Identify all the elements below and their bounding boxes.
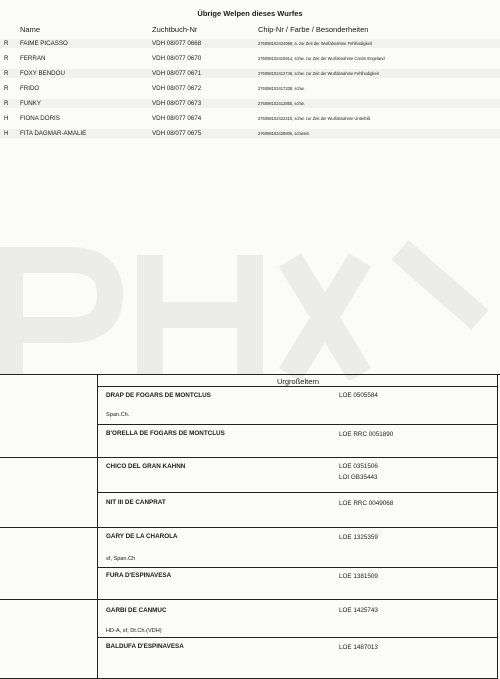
great-grandparent-name: DRAP DE FOGARS DE MONTCLUS [106, 392, 211, 399]
name-cell: FITA DAGMAR-AMALIE [20, 130, 87, 137]
great-grandparent-title: HD-A, sf, Dt.Ch.(VDH) [106, 628, 162, 634]
name-cell: FRIDO [20, 85, 40, 92]
sex-cell: R [4, 55, 9, 62]
registration-cell: VDH 08/077 0673 [152, 100, 202, 107]
great-grandparent-name: GARBI DE CANMUC [106, 607, 167, 614]
page-title: Übrige Welpen dieses Wurfes [197, 9, 303, 18]
name-cell: FERRAN [20, 55, 46, 62]
registration-cell: VDH 08/077 0674 [152, 115, 202, 122]
pedigree-header: Urgroßeltern [276, 377, 320, 386]
name-cell: FAIME PICASSO [20, 40, 68, 47]
name-cell: FUNKY [20, 100, 41, 107]
chip-cell: 276098102417338, schw. [258, 86, 305, 91]
great-grandparent-registration: LOE 0351506 [339, 463, 378, 470]
name-cell: FIONA DORIS [20, 115, 60, 122]
great-grandparent-registration: LOE RRC 0051890 [339, 431, 394, 438]
registration-cell: VDH 08/077 0675 [152, 130, 202, 137]
great-grandparent-registration-secondary: LOI GB35443 [339, 474, 378, 481]
chip-cell: 276098102422210, schw. zur Zeit der Wurfabnahme Unterbiß [258, 116, 371, 121]
great-grandparent-registration: LOE 1325359 [339, 534, 378, 541]
registration-cell: VDH 08/077 0670 [152, 55, 202, 62]
name-cell: FOXY BENDOU [20, 70, 65, 77]
registration-cell: VDH 08/077 0671 [152, 70, 202, 77]
table-row [0, 38, 500, 50]
column-header-name: Name [20, 25, 41, 34]
table-row [0, 83, 500, 95]
registration-cell: VDH 08/077 0672 [152, 85, 202, 92]
great-grandparent-name: NIT III DE CANPRAT [106, 499, 166, 506]
column-header-chip: Chip-Nr / Farbe / Besonderheiten [258, 25, 369, 34]
great-grandparent-title: sf, Span.Ch [106, 556, 136, 562]
great-grandparent-registration: LOE 1381509 [339, 573, 378, 580]
sex-cell: R [4, 85, 9, 92]
sex-cell: R [4, 70, 9, 77]
sex-cell: R [4, 100, 9, 107]
chip-cell: 276098102412855, schw. [258, 101, 305, 106]
great-grandparent-name: BALDUFA D'ESPINAVESA [106, 643, 184, 650]
chip-cell: 276098102428806, schwein [258, 131, 310, 136]
watermark-graphic [0, 240, 500, 380]
sex-cell: H [4, 130, 9, 137]
chip-cell: 276098102424959, a. zur Zeit der Wurfabnahme Fehlhodigkeit [258, 41, 372, 46]
great-grandparent-name: CHICO DEL GRAN KAHNN [106, 463, 186, 470]
table-row [0, 98, 500, 110]
chip-cell: 276098102412746, schw. zur Zeit der Wurfabnahme Fehlhodigkeit [258, 71, 379, 76]
great-grandparent-name: GARY DE LA CHAROLA [106, 533, 178, 540]
registration-cell: VDH 08/077 0668 [152, 40, 202, 47]
table-row [0, 128, 500, 140]
table-row [0, 113, 500, 125]
great-grandparent-registration: LOE 1487013 [339, 644, 378, 651]
great-grandparent-name: B'ORELLA DE FOGARS DE MONTCLUS [106, 430, 225, 437]
great-grandparent-registration: LOE 1425743 [339, 607, 378, 614]
great-grandparent-registration: LOE 0505584 [339, 392, 378, 399]
great-grandparent-name: FURA D'ESPINAVESA [106, 572, 172, 579]
column-header-registration: Zuchtbuch-Nr [152, 25, 198, 34]
chip-cell: 276098102415914, schw. zur Zeit der Wurfabnahme Canim Engeland [258, 56, 385, 61]
great-grandparent-title: Span.Ch. [106, 412, 130, 418]
table-row [0, 53, 500, 65]
pedigree-table [0, 374, 500, 679]
great-grandparent-registration: LOE RRC 0049068 [339, 500, 394, 507]
table-row [0, 68, 500, 80]
sex-cell: R [4, 40, 9, 47]
sex-cell: H [4, 115, 9, 122]
